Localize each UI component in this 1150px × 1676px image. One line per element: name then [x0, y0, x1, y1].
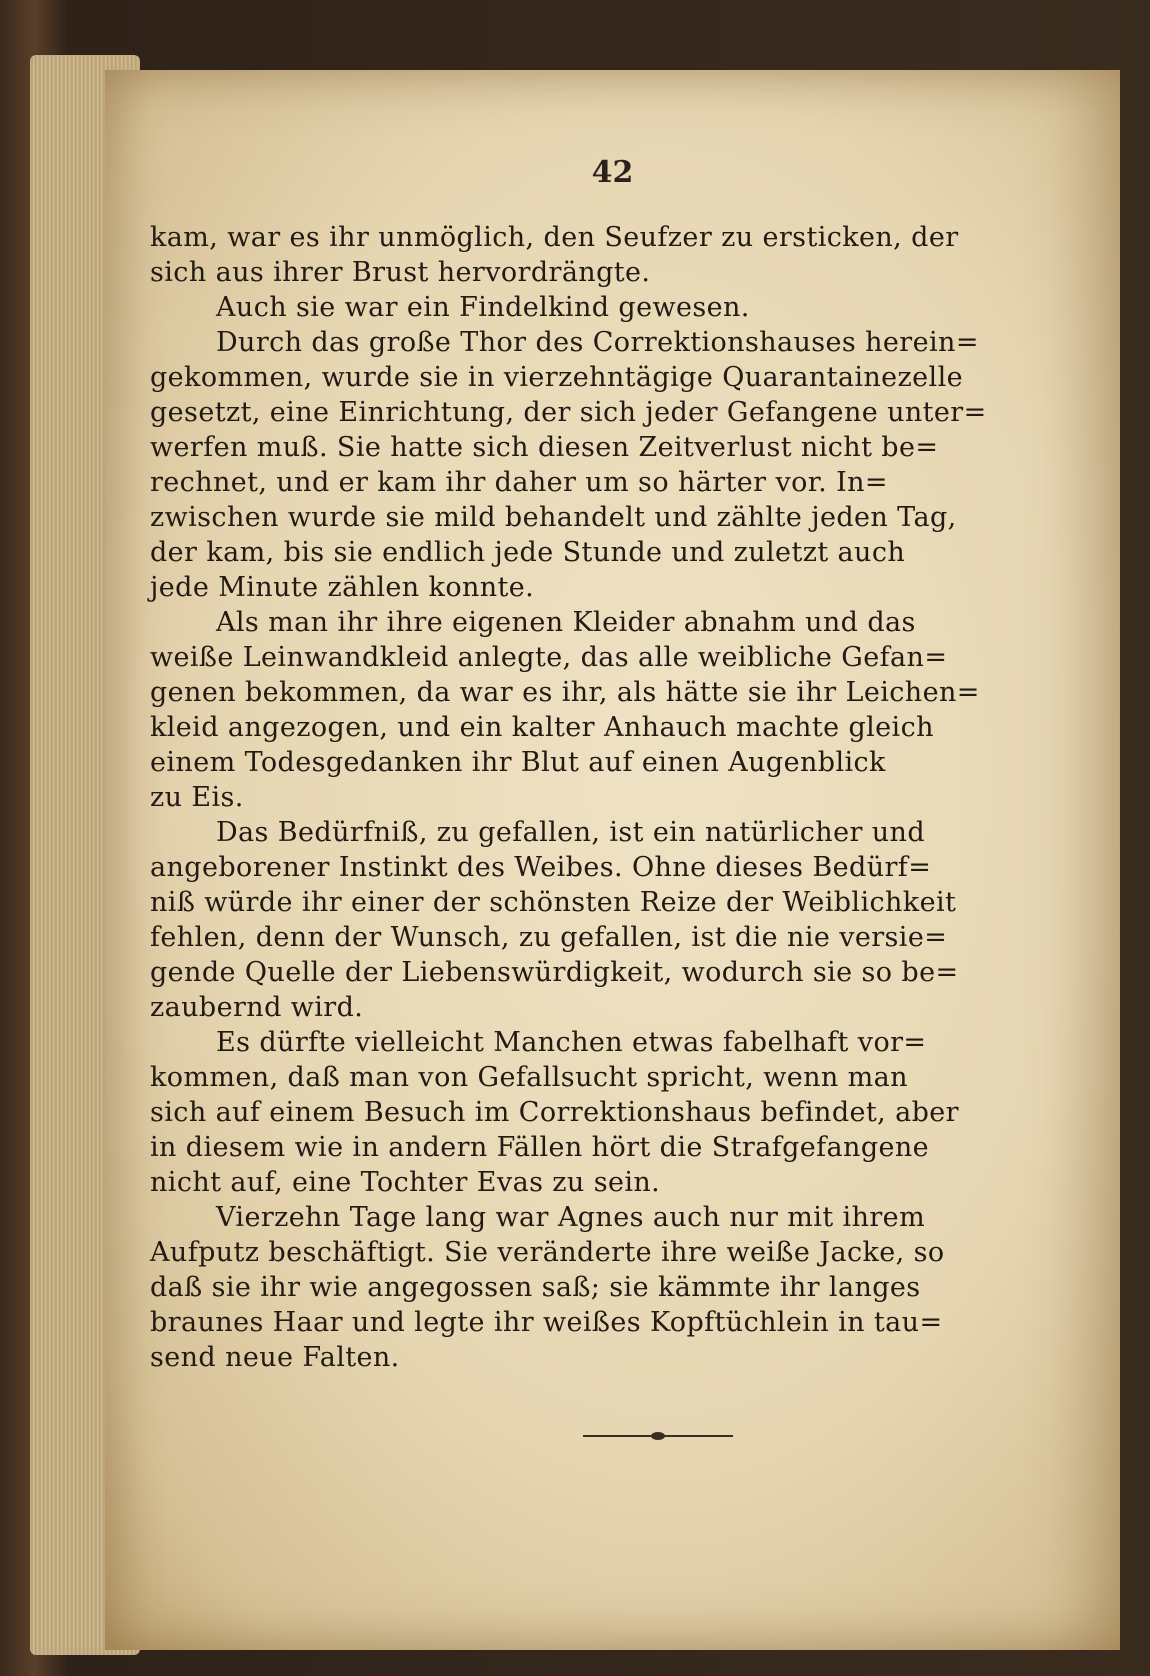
- text-line: kleid angezogen, und ein kalter Anhauch machte gleich: [150, 712, 934, 743]
- paragraph: [150, 815, 1070, 1025]
- body-text: [150, 220, 1070, 1375]
- text-line: Das Bedürfniß, zu gefallen, ist ein natürlicher und: [216, 817, 926, 848]
- text-line: zaubernd wird.: [150, 992, 364, 1023]
- text-line: sich auf einem Besuch im Correktionshaus befindet, aber: [150, 1097, 959, 1128]
- text-line: in diesem wie in andern Fällen hört die Strafgefangene: [150, 1132, 930, 1163]
- text-line: Als man ihr ihre eigenen Kleider abnahm und das: [216, 607, 916, 638]
- paragraph: [150, 290, 1070, 325]
- text-line: einem Todesgedanken ihr Blut auf einen Augenblick: [150, 747, 886, 778]
- text-line: Es dürfte vielleicht Manchen etwas fabelhaft vor=: [216, 1027, 927, 1058]
- text-line: Auch sie war ein Findelkind gewesen.: [216, 292, 750, 323]
- text-line: kam, war es ihr unmöglich, den Seufzer zu ersticken, der: [150, 222, 959, 253]
- text-line: jede Minute zählen konnte.: [150, 572, 535, 603]
- text-line: zwischen wurde sie mild behandelt und zählte jeden Tag,: [150, 502, 957, 533]
- text-line: angeborener Instinkt des Weibes. Ohne dieses Bedürf=: [150, 852, 932, 883]
- text-line: gende Quelle der Liebenswürdigkeit, wodurch sie so be=: [150, 957, 959, 988]
- paragraph: [150, 1025, 1070, 1200]
- text-line: braunes Haar und legte ihr weißes Kopftüchlein in tau=: [150, 1307, 943, 1338]
- text-line: kommen, daß man von Gefallsucht spricht, wenn man: [150, 1062, 908, 1093]
- section-divider-ornament: [583, 1435, 733, 1437]
- paragraph: [150, 220, 1070, 290]
- text-line: Durch das große Thor des Correktionshauses herein=: [216, 327, 979, 358]
- text-line: daß sie ihr wie angegossen saß; sie kämmte ihr langes: [150, 1272, 921, 1303]
- text-line: zu Eis.: [150, 782, 244, 813]
- text-line: Vierzehn Tage lang war Agnes auch nur mit ihrem: [216, 1202, 926, 1233]
- text-line: send neue Falten.: [150, 1342, 400, 1373]
- text-line: niß würde ihr einer der schönsten Reize der Weiblichkeit: [150, 887, 957, 918]
- paragraph: [150, 1200, 1070, 1375]
- text-line: werfen muß. Sie hatte sich diesen Zeitverlust nicht be=: [150, 432, 939, 463]
- text-line: fehlen, denn der Wunsch, zu gefallen, ist die nie versie=: [150, 922, 948, 953]
- text-line: der kam, bis sie endlich jede Stunde und zuletzt auch: [150, 537, 906, 568]
- text-line: weiße Leinwandkleid anlegte, das alle weibliche Gefan=: [150, 642, 948, 673]
- paragraph: [150, 325, 1070, 605]
- text-line: genen bekommen, da war es ihr, als hätte sie ihr Leichen=: [150, 677, 980, 708]
- text-line: gekommen, wurde sie in vierzehntägige Quarantainezelle: [150, 362, 964, 393]
- text-line: rechnet, und er kam ihr daher um so härter vor. In=: [150, 467, 888, 498]
- text-line: nicht auf, eine Tochter Evas zu sein.: [150, 1167, 661, 1198]
- text-line: Aufputz beschäftigt. Sie veränderte ihre weiße Jacke, so: [150, 1237, 945, 1268]
- text-line: gesetzt, eine Einrichtung, der sich jeder Gefangene unter=: [150, 397, 987, 428]
- text-line: sich aus ihrer Brust hervordrängte.: [150, 257, 651, 288]
- paragraph: [150, 605, 1070, 815]
- page-number: 42: [591, 155, 634, 190]
